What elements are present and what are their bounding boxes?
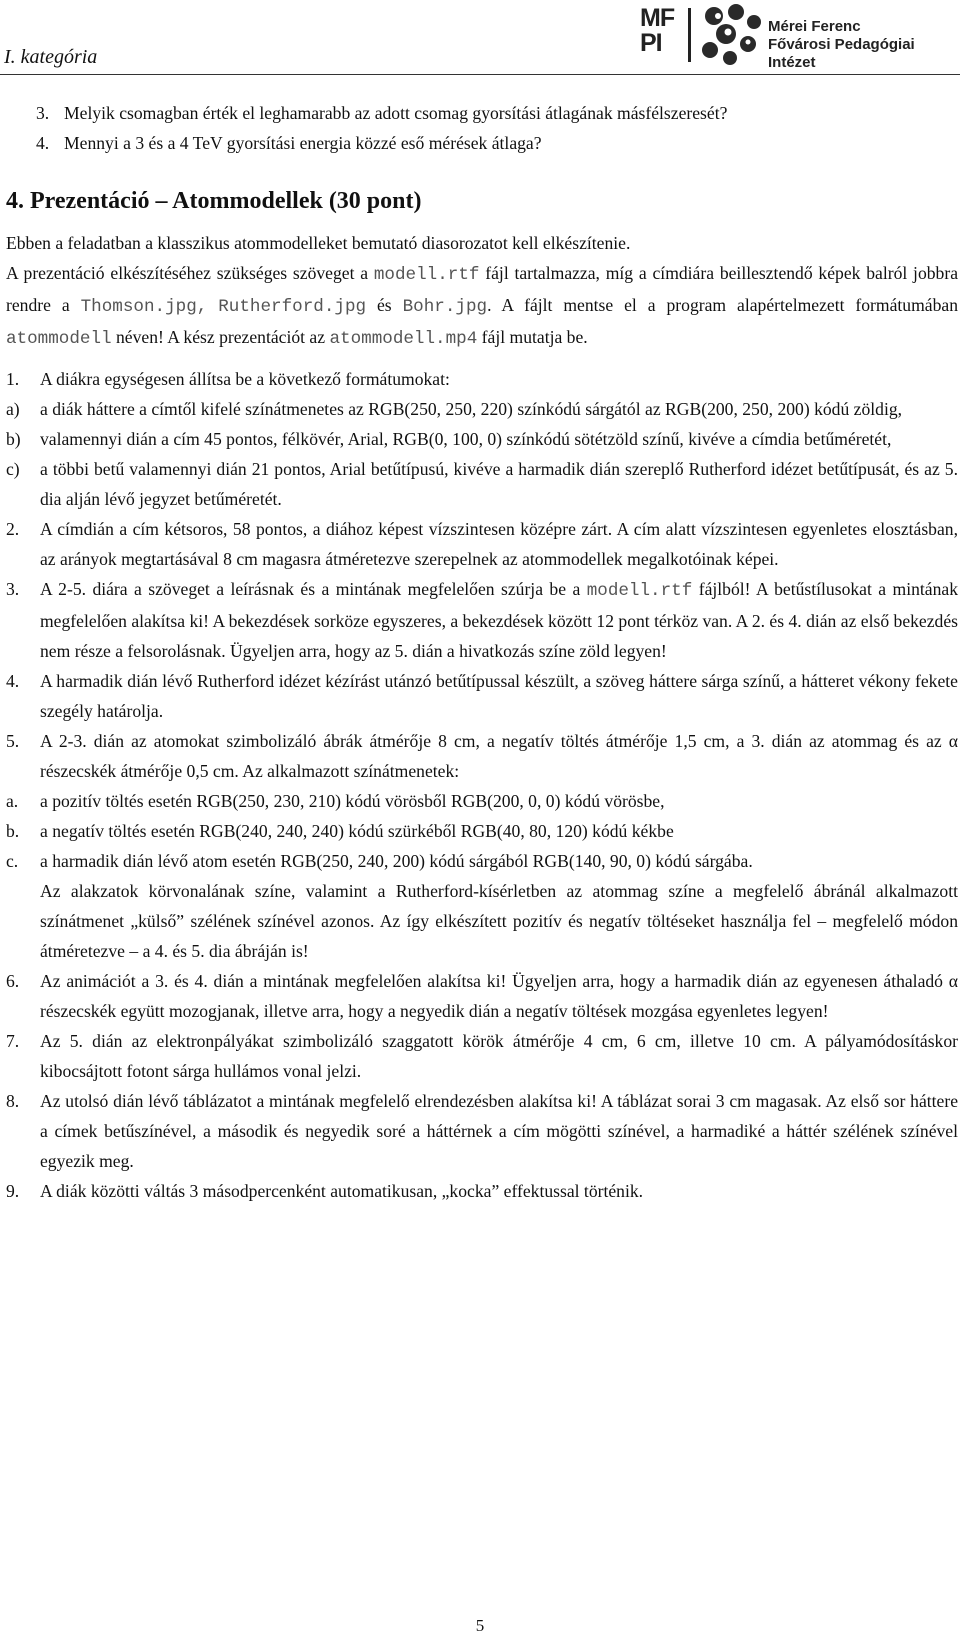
intro-paragraph: Ebben a feladatban a klasszikus atommodelleket bemutató diasorozatot kell elkészítenie. — [6, 233, 631, 253]
file-name: modell.rtf — [373, 265, 480, 285]
category-label: I. kategória — [4, 46, 98, 68]
task-subitem: a) a diák háttere a címtől kifelé színátmenetes az RGB(250, 250, 220) színkódú sárgától az RGB(200, 250, 200) kódú zöldig, — [6, 399, 903, 419]
task-item: 9. A diák közötti váltás 3 másodpercenként automatikusan, „kocka” effektussal történik. — [6, 1181, 644, 1201]
task-item: 6. Az animációt a 3. és 4. dián a mintának megfelelően alakítsa ki! Ügyeljen arra, hogy a harmadik dián az egyenesen áthaladó α részecskék együtt mozogjanak, illetve arra, hogy a negyedik dián a negatív töltések mozgása egyenletes legyen! — [6, 971, 958, 1021]
file-name: Thomson.jpg, — [80, 297, 208, 317]
section-intro — [6, 228, 958, 354]
task-item: 8. Az utolsó dián lévő táblázatot a mintának megfelelő elrendezésben alakítsa ki! A táblázat sorai 3 cm magasak. Az első sor háttere a címek betűszínével, a második és negyedik soré a háttérnek a cím mögötti színével, a harmadiké a háttér szélének színével egyezik meg. — [6, 1091, 958, 1171]
task-item: 7. Az 5. dián az elektronpályákat szimbolizáló szaggatott körök átmérője 4 cm, 6 cm, illetve 10 cm. A pályamódosításkor kibocsájtott fotont sárga hullámos vonal jelzi. — [6, 1031, 958, 1081]
task-item: 2. A címdián a cím kétsoros, 58 pontos, a diához képest vízszintesen középre zárt. A cím alatt vízszintesen egyenletes elosztásban, az arányok megtartásával 8 cm magasra átméretezve szerepelnek az atommodellek megalkotóinak képei. — [6, 519, 958, 569]
file-name: Bohr.jpg — [402, 297, 488, 317]
file-name: modell.rtf — [586, 581, 693, 601]
task-subitem: c) a többi betű valamennyi dián 21 pontos, Arial betűtípusú, kivéve a harmadik dián szereplő Rutherford idézet betűtípusát, és az 5. dia alján lévő jegyzet betűméretét. — [6, 459, 958, 509]
document-body — [6, 98, 958, 1206]
task-subitem: b. a negatív töltés esetén RGB(240, 240, 240) kódú szürkéből RGB(40, 80, 120) kódú kékbe — [6, 821, 674, 841]
file-name: atommodell.mp4 — [329, 329, 478, 349]
task-subitem: b) valamennyi dián a cím 45 pontos, félkövér, Arial, RGB(0, 100, 0) színkódú sötétzöld színű, kivéve a címdia betűméretét, — [6, 429, 892, 449]
question-list — [36, 98, 958, 158]
logo-text: Mérei Ferenc Fővárosi Pedagógiai Intézet — [768, 18, 915, 71]
institute-logo — [640, 2, 956, 71]
intro-paragraph-files: A prezentáció elkészítéséhez szükséges szöveget a modell.rtf fájl tartalmazza, míg a címdiára beillesztendő képek balról jobbra rendre a Thomson.jpg, Rutherford.jpg és Bohr.jpg. A fájlt mentse el a program alapértelmezett formátumában atommodell néven! A kész prezentációt az atommodell.mp4 fájl mutatja be. — [6, 263, 959, 349]
task-item: 1. A diákra egységesen állítsa be a következő formátumokat: — [6, 369, 450, 389]
logo-emblem-icon — [696, 2, 766, 68]
file-name: Rutherford.jpg — [218, 297, 367, 317]
header-rule — [0, 74, 960, 75]
task-subitem: c. a harmadik dián lévő atom esetén RGB(250, 240, 200) kódú sárgából RGB(140, 90, 0) kódú sárgába. — [6, 851, 753, 871]
page-header — [0, 0, 960, 78]
logo-divider — [688, 8, 691, 62]
task-paragraph: Az alakzatok körvonalának színe, valamint a Rutherford-kísérletben az atommag színe a megfelelő ábránál alkalmazott színátmenet „külső” szélének színével azonos. Az így elkészített pozitív és negatív töltéseket használja fel – megfelelő módon átméretezve – a 4. és 5. dia ábráján is! — [40, 881, 958, 961]
page-number: 5 — [475, 1616, 485, 1635]
task-item: 3. A 2-5. diára a szöveget a leírásnak és a mintának megfelelően szúrja be a modell.rtf fájlból! A betűstílusokat a mintának megfelelően alakítsa ki! A bekezdések sorköze egyszeres, a bekezdések között 12 pont térköz van. A 2. és 4. dián az első bekezdés nem része a felsorolásnak. Ügyeljen arra, hogy az 5. dián a hivatkozás színe zöld legyen! — [6, 579, 958, 661]
section-title: 4. Prezentáció – Atommodellek (30 pont) — [6, 188, 422, 214]
task-item: 5. A 2-3. dián az atomokat szimbolizáló ábrák átmérője 8 cm, a negatív töltés átmérője 1,5 cm, a 3. dián az atommag és az α részecskék átmérője 0,5 cm. Az alkalmazott színátmenetek: — [6, 731, 958, 781]
task-list — [6, 364, 958, 1206]
task-subitem: a. a pozitív töltés esetén RGB(250, 230, 210) kódú vörösből RGB(200, 0, 0) kódú vörösbe, — [6, 791, 665, 811]
list-item: 3. Melyik csomagban érték el leghamarabb az adott csomag gyorsítási átlagának másfélszeresét? — [36, 103, 728, 123]
file-name: atommodell — [6, 329, 112, 349]
task-item: 4. A harmadik dián lévő Rutherford idézet kézírást utánzó betűtípussal készült, a szöveg háttere sárga színű, a hátteret vékony fekete szegély határolja. — [6, 671, 958, 721]
list-item: 4. Mennyi a 3 és a 4 TeV gyorsítási energia közzé eső mérések átlaga? — [36, 133, 542, 153]
logo-monogram: MF PI — [640, 4, 675, 57]
